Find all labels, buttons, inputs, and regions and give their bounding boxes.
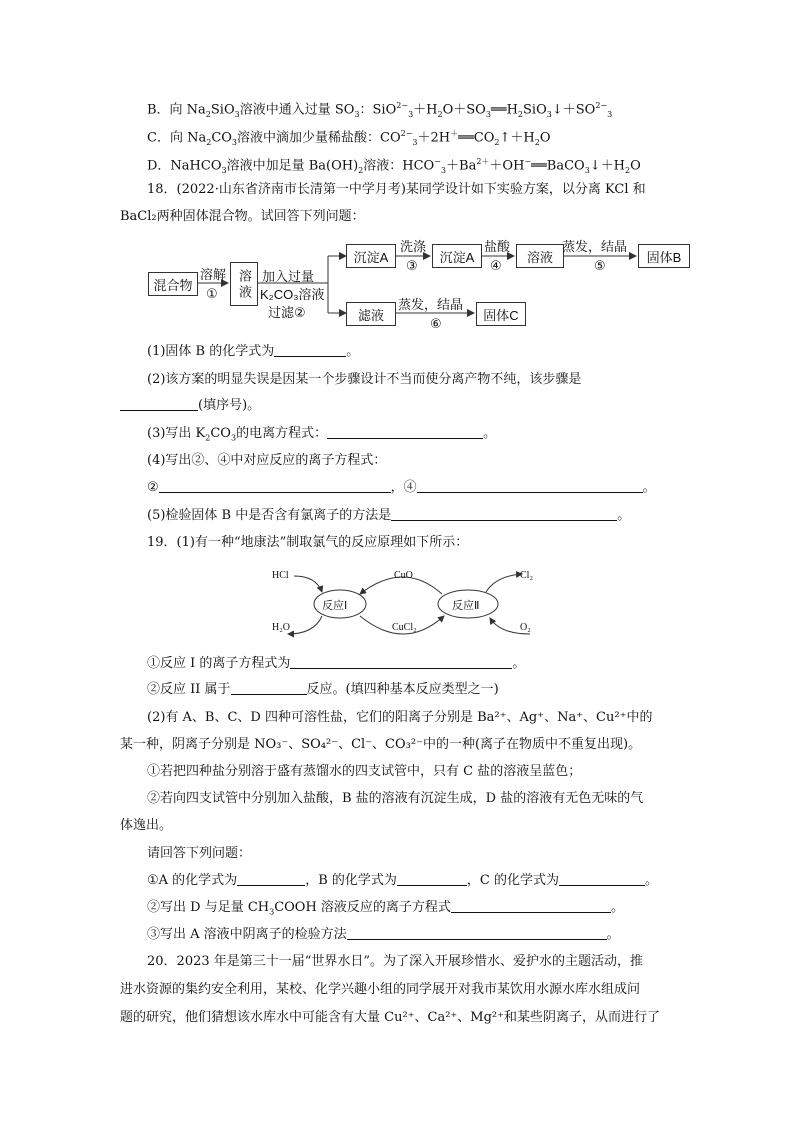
label-add-excess: 加入过量 [262,269,315,284]
q19-condition1: ①若把四种盐分别溶于盛有蒸馏水的四支试管中，只有 C 盐的溶液呈蓝色； [147,764,582,779]
cycle-hcl: HCl [272,570,289,581]
cycle-cl2: Cl₂ [520,570,533,581]
box-solution-text: 溶液 [237,269,252,301]
q19-answer2: ②写出 D 与足量 $CH_3COOH$ 溶液反应的离子方程式 。 [147,900,624,917]
q19-condition2-line2: 体逸出。 [120,818,173,833]
cycle-cuo: CuO [394,570,413,581]
q19-answer1: ①A 的化学式为 ，B 的化学式为 ，C 的化学式为 。 [147,873,658,888]
q18-part4-answers: ② ，④ 。 [147,480,656,495]
label-dissolve: 溶解 [200,267,227,282]
label-step3: ③ [406,258,418,273]
label-evaporate-1: 蒸发，结晶 [562,239,628,254]
q18-stem-line1: 18．(2022·山东省济南市长清第一中学月考)某同学设计如下实验方案，以分离 KCl 和 [147,182,646,197]
q19-stem: 19．(1)有一种“地康法”制取氯气的反应原理如下所示： [147,535,469,550]
label-k2co3: K₂CO₃溶液 [260,287,325,302]
box-solid-c: 固体C [476,302,526,326]
label-evaporate-2: 蒸发，结晶 [398,297,464,312]
box-precipitate-a2: 沉淀A [432,244,482,268]
box-filtrate: 滤液 [346,302,396,326]
q18-part2-line1: (2)该方案的明显失误是因某一个步骤设计不当而使分离产物不纯，该步骤是 [147,372,582,387]
box-solution-2: 溶液 [516,244,564,268]
q19-part2-line2: 某一种，阴离子分别是 NO₃⁻、SO₄²⁻、Cl⁻、CO₃²⁻中的一种(离子在物质中不重复出现)。 [120,737,642,752]
q17-option-b: B．向 $Na_2SiO_3$溶液中通入过量 $SO_3$：$SiO^{2-}_3+H_2O+SO_3══H_2SiO_3↓+SO^{2-}_3$ [147,101,613,119]
label-hcl: 盐酸 [484,239,511,254]
q19-answer3: ③写出 A 溶液中阴离子的检验方法 。 [147,927,620,942]
cycle-reaction-1: 反应Ⅰ [322,600,348,612]
q20-stem-line2: 进水资源的集约安全利用，某校、化学兴趣小组的同学展开对我市某饮用水源水库水组成问 [120,982,641,997]
separation-flowchart [148,236,708,336]
label-step1: ① [206,286,218,301]
q18-part2-line2: (填序号)。 [120,396,260,416]
box-solid-b: 固体B [638,244,690,268]
q19-sub2: ②反应 II 属于 反应。(填四种基本反应类型之一) [147,682,499,697]
q19-condition2-line1: ②若向四支试管中分别加入盐酸，B 盐的溶液有沉淀生成，D 盐的溶液有无色无味的气 [147,791,644,806]
q20-stem-line3: 题的研究，他们猜想该水库水中可能含有大量 Cu²⁺、Ca²⁺、Mg²⁺和某些阴离子，从而进行了 [120,1010,661,1025]
q19-sub1: ①反应 I 的离子方程式为 。 [147,656,526,671]
q18-stem-line2: BaCl₂两种固体混合物。试回答下列问题： [120,209,365,224]
deacon-cycle-diagram [264,560,554,642]
q19-ask: 请回答下列问题： [147,846,252,861]
q20-stem-line1: 20．2023 年是第三十一届“世界水日”。为了深入开展珍惜水、爱护水的主题活动，推 [147,954,644,969]
box-mixture: 混合物 [148,272,198,296]
label-step6: ⑥ [430,316,442,331]
label-step5: ⑤ [594,258,606,273]
q18-part3: (3)写出 $K_2CO_3$的电离方程式： 。 [147,426,497,443]
label-filter: 过滤② [268,305,306,320]
label-step4: ④ [490,258,502,273]
box-solution [230,262,258,306]
cycle-reaction-2: 反应Ⅱ [452,600,480,612]
cycle-o2: O₂ [520,622,531,633]
q19-part2-line1: (2)有 A、B、C、D 四种可溶性盐，它们的阳离子分别是 Ba²⁺、Ag⁺、Na⁺、Cu²⁺中的 [147,710,653,725]
label-wash: 洗涤 [400,239,427,254]
q17-option-c: C．向 $Na_2CO_3$溶液中滴加少量稀盐酸：$CO^{2-}_3+2H^+══CO_2↑+H_2O$ [147,129,551,147]
cycle-cucl2: CuCl₂ [392,622,417,633]
q18-part4: (4)写出②、④中对应反应的离子方程式： [147,453,387,468]
box-precipitate-a1: 沉淀A [346,244,396,268]
q17-option-d: D．NaHCO$_3$溶液中加足量 $Ba(OH)_2$溶液：$HCO^-_3+Ba^{2+}+OH^-══BaCO_3↓+H_2O$ [147,157,641,175]
cycle-h2o: H₂O [272,622,290,633]
q18-part5: (5)检验固体 B 中是否含有氯离子的方法是 。 [147,508,631,523]
q18-part1: (1)固体 B 的化学式为 。 [147,344,360,359]
